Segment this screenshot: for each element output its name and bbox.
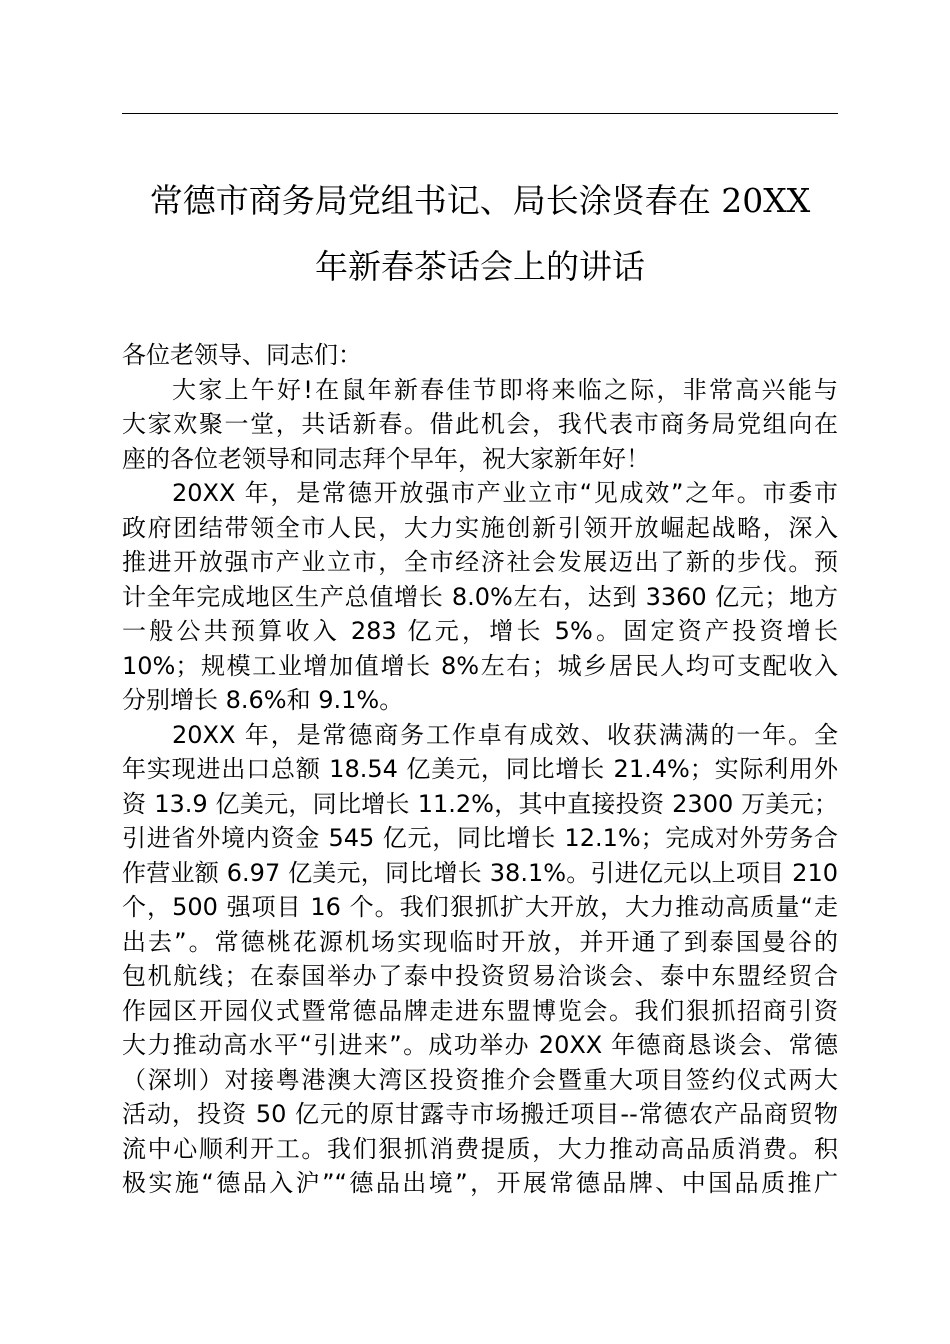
header-rule (122, 113, 838, 114)
paragraph-line: 出去”。常德桃花源机场实现临时开放，并开通了到泰国曼谷的 (122, 927, 838, 956)
paragraph-line: 政府团结带领全市人民，大力实施创新引领开放崛起战略，深入 (122, 513, 838, 542)
paragraph-line: 作营业额 6.97 亿美元，同比增长 38.1%。引进亿元以上项目 210 (122, 858, 838, 887)
salutation: 各位老领导、同志们： (122, 341, 362, 369)
title-line-1: 常德市商务局党组书记、局长涂贤春在 20XX (149, 181, 811, 220)
paragraph-line: 作园区开园仪式暨常德品牌走进东盟博览会。我们狠抓招商引资 (122, 996, 838, 1025)
paragraph-line: 计全年完成地区生产总值增长 8.0%左右，达到 3360 亿元；地方 (122, 582, 838, 611)
paragraph-line: 一般公共预算收入 283 亿元，增长 5%。固定资产投资增长 (122, 617, 838, 645)
paragraph-line: 个，500 强项目 16 个。我们狠抓扩大开放，大力推动高质量“走 (122, 893, 838, 921)
paragraph-economy (122, 476, 838, 718)
paragraph-line: 大家欢聚一堂，共话新春。借此机会，我代表市商务局党组向在 (122, 410, 838, 438)
paragraph-line: 大力推动高水平“引进来”。成功举办 20XX 年德商恳谈会、常德 (122, 1031, 838, 1059)
paragraph-line: 引进省外境内资金 545 亿元，同比增长 12.1%；完成对外劳务合 (122, 824, 838, 852)
title-line-2: 年新春茶话会上的讲话 (315, 247, 645, 286)
paragraph-line: （深圳）对接粤港澳大湾区投资推介会暨重大项目签约仪式两大 (122, 1065, 838, 1094)
paragraph-commerce (122, 718, 838, 1201)
document-title (122, 168, 838, 300)
paragraph-line: 极实施“德品入沪”“德品出境”，开展常德品牌、中国品质推广 (122, 1169, 838, 1197)
paragraph-line: 推进开放强市产业立市，全市经济社会发展迈出了新的步伐。预 (122, 548, 838, 576)
paragraph-line: 资 13.9 亿美元，同比增长 11.2%，其中直接投资 2300 万美元； (122, 789, 838, 818)
paragraph-line: 分别增长 8.6%和 9.1%。 (122, 686, 404, 714)
paragraph-line: 年实现进出口总额 18.54 亿美元，同比增长 21.4%；实际利用外 (122, 755, 838, 783)
paragraph-line: 座的各位老领导和同志拜个早年，祝大家新年好！ (122, 444, 650, 473)
document-body (122, 338, 838, 1201)
paragraph-line: 流中心顺利开工。我们狠抓消费提质，大力推动高品质消费。积 (122, 1134, 838, 1163)
paragraph-greeting (122, 373, 838, 477)
paragraph-line: 大家上午好!在鼠年新春佳节即将来临之际，非常高兴能与 (172, 375, 838, 404)
paragraph-line: 20XX 年，是常德开放强市产业立市“见成效”之年。市委市 (172, 479, 838, 507)
paragraph-line: 20XX 年，是常德商务工作卓有成效、收获满满的一年。全 (172, 720, 838, 749)
paragraph-line: 活动，投资 50 亿元的原甘露寺市场搬迁项目--常德农产品商贸物 (122, 1100, 838, 1128)
paragraph-line: 包机航线；在泰国举办了泰中投资贸易洽谈会、泰中东盟经贸合 (122, 962, 838, 990)
paragraph-line: 10%；规模工业增加值增长 8%左右；城乡居民人均可支配收入 (122, 651, 838, 680)
